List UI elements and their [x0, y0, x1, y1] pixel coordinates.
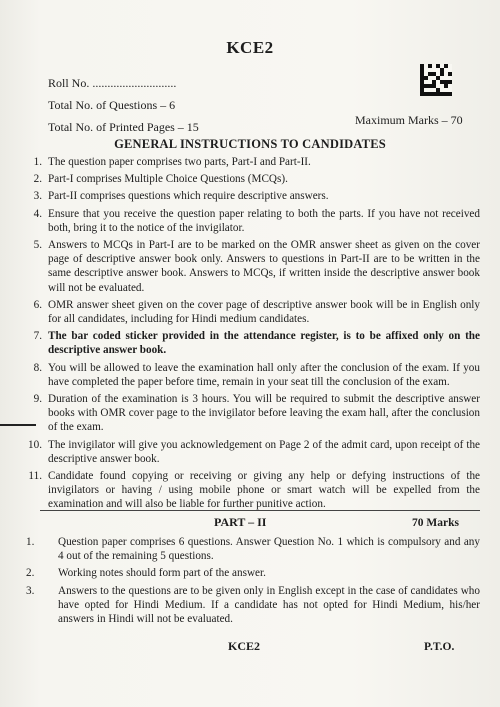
list-item: 6. OMR answer sheet given on the cover page of descriptive answer book will be in English only for all candidates, including for Hindi medium candidates.: [33, 298, 480, 326]
instructions-heading: GENERAL INSTRUCTIONS TO CANDIDATES: [114, 137, 386, 151]
total-questions: Total No. of Questions – 6: [48, 98, 176, 112]
section-divider: [40, 510, 480, 511]
maximum-marks: Maximum Marks – 70: [355, 113, 463, 127]
list-item: 10. The invigilator will give you acknowledgement on Page 2 of the admit card, upon receipt of the descriptive answer book.: [28, 438, 480, 465]
list-item: 5. Answers to MCQs in Part-I are to be marked on the OMR answer sheet as given on the cover page of descriptive answer book only. Answers to questions in Part-II are to be written in the same descriptive answer book. Answers to MCQs, if written inside the descriptive answer book will not be evaluated.: [33, 239, 480, 294]
list-item: 1. The question paper comprises two parts, Part-I and Part-II.: [33, 156, 311, 168]
list-item: 7. The bar coded sticker provided in the attendance register, is to be affixed only on the descriptive answer book.: [33, 330, 480, 357]
list-item: 3. Answers to the questions are to be given only in English except in the case of candidates who have opted for Hindi Medium. If a candidate has not opted for Hindi Medium, his/her answers in Hindi will not be evaluated.: [26, 584, 480, 626]
roll-no-field: Roll No. ............................: [48, 76, 177, 90]
footer-paper-code: KCE2: [228, 639, 261, 653]
list-item: 8. You will be allowed to leave the examination hall only after the conclusion of the exam. If you have completed the paper before time, remain in your seat till the conclusion of the exam.: [33, 361, 480, 388]
qr-code-icon: [420, 64, 452, 96]
list-item: 4. Ensure that you receive the question paper relating to both the parts. If you have not received both, bring it to the notice of the invigilator.: [33, 207, 480, 234]
list-item: 2. Part-I comprises Multiple Choice Questions (MCQs).: [33, 173, 288, 186]
list-item: 9. Duration of the examination is 3 hours. You will be required to submit the descriptive answer books with OMR cover page to the invigilator before leaving the exam hall, after the conclusion of the exam.: [33, 393, 480, 434]
part-title: PART – II: [214, 515, 267, 529]
total-pages: Total No. of Printed Pages – 15: [48, 120, 199, 134]
list-item: 11. Candidate found copying or receiving or giving any help or defying instructions of the invigilators or having / using mobile phone or smart watch will be expelled from the examination and will also be liable for further punitive action.: [28, 470, 480, 511]
list-item: 2. Working notes should form part of the answer.: [26, 567, 266, 580]
pto-label: P.T.O.: [424, 641, 455, 653]
part-marks: 70 Marks: [412, 517, 459, 529]
margin-mark: [0, 424, 36, 426]
instructions-list: [18, 155, 480, 515]
part-instructions-list: [18, 535, 480, 629]
list-item: 1. Question paper comprises 6 questions. Answer Question No. 1 which is compulsory and any 4 out of the remaining 5 questions.: [26, 536, 480, 563]
paper-code-title: KCE2: [226, 38, 274, 57]
list-item: 3. Part-II comprises questions which require descriptive answers.: [33, 190, 329, 203]
